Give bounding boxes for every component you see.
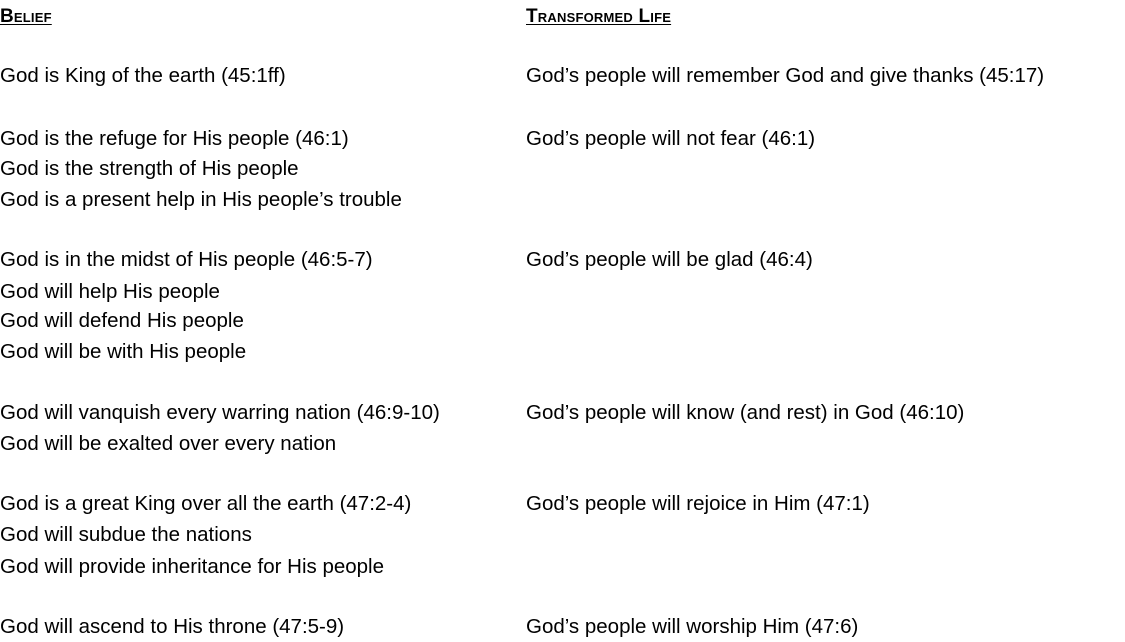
belief-line: God will subdue the nations	[0, 523, 252, 546]
belief-line: God is King of the earth (45:1ff)	[0, 64, 286, 87]
belief-line: God will help His people	[0, 280, 220, 303]
belief-line: God is a great King over all the earth (47:2-4)	[0, 492, 412, 515]
transformed-life-line: God’s people will know (and rest) in God (46:10)	[526, 401, 965, 424]
belief-line: God will ascend to His throne (47:5-9)	[0, 615, 345, 638]
belief-header: Belief	[0, 6, 52, 27]
transformed-life-line: God’s people will worship Him (47:6)	[526, 615, 859, 638]
belief-line: God will vanquish every warring nation (46:9-10)	[0, 401, 440, 424]
belief-line: God will provide inheritance for His people	[0, 555, 385, 578]
transformed-life-header: Transformed Life	[526, 6, 672, 27]
belief-line: God will be with His people	[0, 340, 247, 363]
transformed-life-line: God’s people will be glad (46:4)	[526, 248, 813, 271]
belief-line: God is in the midst of His people (46:5-7)	[0, 248, 373, 271]
belief-line: God is the strength of His people	[0, 157, 299, 180]
transformed-life-line: God’s people will not fear (46:1)	[526, 127, 816, 150]
belief-line: God is a present help in His people’s trouble	[0, 188, 402, 211]
belief-line: God will defend His people	[0, 309, 244, 332]
transformed-life-line: God’s people will remember God and give thanks (45:17)	[526, 64, 1045, 87]
transformed-life-line: God’s people will rejoice in Him (47:1)	[526, 492, 870, 515]
belief-line: God will be exalted over every nation	[0, 432, 337, 455]
belief-line: God is the refuge for His people (46:1)	[0, 127, 349, 150]
